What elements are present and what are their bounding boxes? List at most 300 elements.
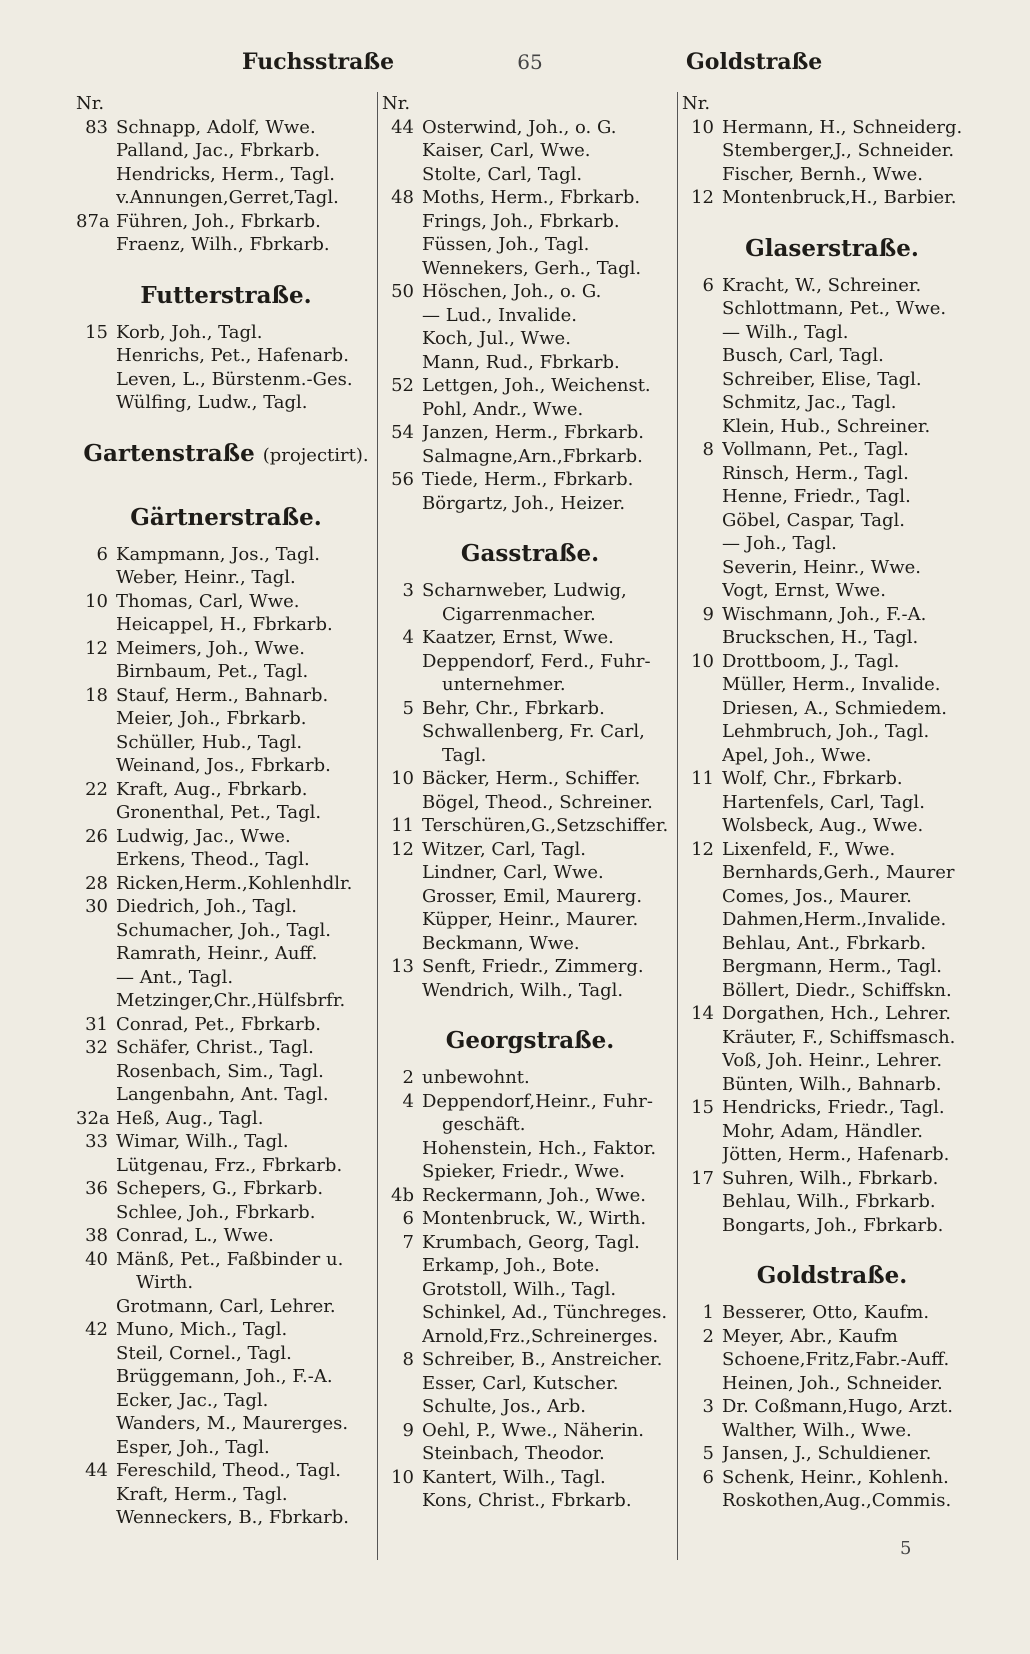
resident-text: Oehl, P., Wwe., Näherin. [422,1419,644,1441]
house-number [682,556,722,580]
resident-text: Wennekers, Gerh., Tagl. [422,257,642,279]
resident-entry [682,1026,982,1050]
house-number [682,908,722,932]
resident-text: Schumacher, Joh., Tagl. [116,919,331,941]
street-heading [76,257,376,321]
house-number [76,966,116,990]
resident-text: Böllert, Diedr., Schiffskn. [722,979,952,1001]
resident-text: Lixenfeld, F., Wwe. [722,838,896,860]
resident-text: Brüggemann, Joh., F.-A. [116,1366,333,1387]
resident-entry [76,543,376,567]
resident-entry [76,660,376,684]
house-number: 6 [702,274,714,296]
resident-entry [682,650,982,674]
house-number [382,1325,422,1349]
resident-entry [682,274,982,298]
resident-entry [682,485,982,509]
house-number [76,848,116,872]
resident-entry [76,1224,376,1248]
resident-entry [682,1466,982,1490]
house-number: 9 [402,1419,414,1441]
column-3 [682,92,982,1513]
resident-text: Palland, Jac., Fbrkarb. [116,140,321,161]
house-number: 30 [85,896,108,917]
house-number [76,1483,116,1507]
number-column-label: Nr. [76,93,105,114]
resident-text: Klein, Hub., Schreiner. [722,415,931,437]
house-number: 48 [391,187,414,208]
resident-entry [76,801,376,825]
resident-entry [382,1113,678,1137]
resident-entry [382,908,678,932]
resident-entry [682,1190,982,1214]
resident-entry [382,1395,678,1419]
resident-text: Koch, Jul., Wwe. [422,328,571,349]
resident-entry [682,791,982,815]
resident-entry [382,1278,678,1302]
resident-entry [76,895,376,919]
resident-entry [682,186,982,210]
resident-entry [382,1184,678,1208]
street-heading [682,1237,982,1301]
resident-text: Hermann, H., Schneiderg. [722,116,963,138]
resident-text: Weinand, Jos., Fbrkarb. [116,755,331,776]
resident-text: Spieker, Friedr., Wwe. [422,1161,625,1182]
house-number: 6 [96,543,108,565]
resident-text: Osterwind, Joh., o. G. [422,116,617,138]
resident-text: Heß, Aug., Tagl. [116,1107,264,1129]
resident-text: Mohr, Adam, Händler. [722,1120,923,1142]
resident-entry [682,438,982,462]
resident-entry [382,1348,678,1372]
resident-text: Schlottmann, Pet., Wwe. [722,298,947,319]
resident-text: Besserer, Otto, Kaufm. [722,1302,930,1323]
resident-text: Jansen, J., Schuldiener. [722,1443,932,1464]
resident-entry [76,1295,376,1319]
house-number [76,1083,116,1107]
house-number [382,1489,422,1513]
resident-text: Stolte, Carl, Tagl. [422,163,583,185]
house-number: 13 [391,956,414,977]
house-number: 54 [391,422,414,443]
street-heading [76,479,376,543]
resident-entry [76,613,376,637]
resident-text: Schepers, G., Fbrkarb. [116,1178,324,1199]
house-number: 32 [85,1037,108,1058]
resident-entry [382,979,678,1003]
resident-text: Diedrich, Joh., Tagl. [116,896,297,917]
house-number [76,233,116,257]
resident-entry [76,321,376,345]
resident-text: Schinkel, Ad., Tünchreges. [422,1302,668,1323]
resident-entry [382,351,678,375]
house-number [382,1395,422,1419]
house-number [76,731,116,755]
house-number [76,919,116,943]
resident-text: Höschen, Joh., o. G. [422,281,602,302]
resident-text: Erkamp, Joh., Bote. [422,1255,600,1276]
resident-entry [682,861,982,885]
resident-text: Steil, Cornel., Tagl. [116,1342,292,1364]
resident-entry [76,637,376,661]
resident-entry [382,1090,678,1114]
resident-text: Lindner, Carl, Wwe. [422,862,604,883]
header-right-street: Goldstraße [686,49,823,75]
house-number [682,697,722,721]
house-number: 15 [691,1097,714,1118]
resident-text: v.Annungen,Gerret,Tagl. [116,187,339,208]
house-number [382,1278,422,1302]
resident-text: Börgartz, Joh., Heizer. [422,492,626,514]
resident-entry [382,186,678,210]
column-2 [382,92,678,1513]
house-number [682,861,722,885]
house-number [682,344,722,368]
house-number: 3 [402,580,414,601]
resident-text: Hendricks, Herm., Tagl. [116,163,336,185]
resident-text: Schlee, Joh., Fbrkarb. [116,1201,316,1223]
house-number: 8 [702,439,714,460]
resident-entry [682,1120,982,1144]
signature-mark: 5 [900,1538,912,1559]
resident-entry [76,1318,376,1342]
resident-entry [382,720,678,744]
house-number: 4 [402,627,414,648]
resident-entry [682,1301,982,1325]
resident-entry [682,579,982,603]
column-divider [377,92,378,1560]
house-number [682,885,722,909]
resident-text: Frings, Joh., Fbrkarb. [422,210,620,232]
resident-text: Esser, Carl, Kutscher. [422,1372,619,1394]
resident-text: Wanders, M., Maurerges. [116,1413,349,1434]
resident-entry [682,955,982,979]
house-number [682,1348,722,1372]
resident-entry [76,707,376,731]
resident-entry [76,210,376,234]
resident-entry [682,415,982,439]
resident-text: Wimar, Wilh., Tagl. [116,1131,289,1152]
house-number [382,1372,422,1396]
house-number [382,398,422,422]
resident-entry [682,1096,982,1120]
resident-entry [76,731,376,755]
resident-entry [76,989,376,1013]
resident-text: Steinbach, Theodor. [422,1443,605,1464]
resident-entry [682,509,982,533]
resident-text: Meier, Joh., Fbrkarb. [116,708,307,729]
house-number: 18 [85,684,108,706]
resident-text: Witzer, Carl, Tagl. [422,838,587,860]
number-column-label: Nr. [682,93,711,114]
house-number [382,1442,422,1466]
house-number: 8 [402,1349,414,1370]
resident-entry [382,814,678,838]
house-number [682,1026,722,1050]
resident-text: Heinen, Joh., Schneider. [722,1372,943,1394]
resident-text: Deppendorf, Ferd., Fuhr- [422,650,651,672]
house-number [76,1060,116,1084]
house-number [682,1143,722,1167]
street-heading [682,210,982,274]
street-name: Georgstraße. [445,1027,615,1054]
resident-text: Deppendorf,Heinr., Fuhr- [422,1090,653,1112]
resident-text: Meimers, Joh., Wwe. [116,637,305,659]
street-name: Gärtnerstraße. [130,503,322,531]
house-number [382,445,422,469]
resident-text: Busch, Carl, Tagl. [722,345,884,366]
resident-text: Behlau, Ant., Fbrkarb. [722,932,927,954]
resident-entry [682,1348,982,1372]
resident-entry [382,1419,678,1443]
resident-text: Fereschild, Theod., Tagl. [116,1460,341,1481]
resident-text: Esper, Joh., Tagl. [116,1436,270,1458]
resident-text: Senft, Friedr., Zimmerg. [422,956,644,977]
resident-text: Conrad, Pet., Fbrkarb. [116,1013,321,1035]
house-number [382,257,422,281]
house-number [76,1342,116,1366]
house-number [76,1365,116,1389]
resident-entry [76,1271,376,1295]
resident-entry [382,257,678,281]
resident-text: Henrichs, Pet., Hafenarb. [116,345,349,366]
house-number [682,1073,722,1097]
house-number: 7 [402,1231,414,1253]
resident-entry [682,1049,982,1073]
resident-entry [76,919,376,943]
resident-text: Henne, Friedr., Tagl. [722,486,911,507]
resident-text: Kaiser, Carl, Wwe. [422,140,591,161]
house-number: 33 [85,1131,108,1152]
house-number [382,1254,422,1278]
resident-entry [76,872,376,896]
house-number [382,233,422,257]
resident-text: — Wilh., Tagl. [722,321,849,343]
house-number [682,509,722,533]
resident-entry [76,566,376,590]
resident-text: Schreiber, Elise, Tagl. [722,368,922,390]
resident-text: Rinsch, Herm., Tagl. [722,462,909,484]
street-heading [382,515,678,579]
resident-text: Voß, Joh. Heinr., Lehrer. [722,1050,943,1071]
resident-entry [682,720,982,744]
resident-entry [382,673,678,697]
resident-entry [382,492,678,516]
house-number: 12 [391,838,414,860]
resident-entry [382,398,678,422]
resident-text: Führen, Joh., Fbrkarb. [116,210,321,232]
resident-text: Cigarrenmacher. [442,603,596,625]
resident-entry [382,603,678,627]
resident-entry [76,754,376,778]
resident-entry [382,697,678,721]
house-number: 9 [702,603,714,625]
resident-text: Bünten, Wilh., Bahnarb. [722,1073,942,1095]
resident-text: Wischmann, Joh., F.-A. [722,603,927,625]
house-number [76,368,116,392]
resident-text: Mänß, Pet., Faßbinder u. [116,1248,344,1270]
resident-text: Schüller, Hub., Tagl. [116,731,303,753]
resident-text: Beckmann, Wwe. [422,932,580,954]
house-number [382,908,422,932]
house-number [382,163,422,187]
resident-text: Janzen, Herm., Fbrkarb. [422,422,645,443]
resident-entry [382,1160,678,1184]
resident-text: Heicappel, H., Fbrkarb. [116,614,333,635]
house-number [682,1120,722,1144]
resident-entry [76,1436,376,1460]
house-number: 10 [691,650,714,672]
resident-text: Reckermann, Joh., Wwe. [422,1184,646,1206]
resident-entry [76,1107,376,1131]
resident-text: Lütgenau, Frz., Fbrkarb. [116,1154,343,1176]
resident-text: Wirth. [136,1272,194,1293]
resident-text: Hendricks, Friedr., Tagl. [722,1097,945,1118]
resident-entry [682,344,982,368]
house-number [76,139,116,163]
resident-entry [682,1325,982,1349]
resident-entry [382,767,678,791]
house-number [76,566,116,590]
street-heading [382,1002,678,1066]
resident-text: Montenbruck, W., Wirth. [422,1208,647,1229]
resident-entry [382,744,678,768]
resident-text: Moths, Herm., Fbrkarb. [422,187,641,208]
house-number [682,1214,722,1238]
house-number [682,579,722,603]
resident-entry [382,1254,678,1278]
resident-entry [682,1073,982,1097]
resident-text: Kampmann, Jos., Tagl. [116,543,320,565]
house-number [682,673,722,697]
house-number: 2 [702,1325,714,1347]
house-number [682,462,722,486]
resident-text: Behlau, Wilh., Fbrkarb. [722,1191,936,1212]
resident-entry [382,421,678,445]
house-number [382,650,422,674]
house-number [682,391,722,415]
resident-text: Driesen, A., Schmiedem. [722,697,947,719]
resident-entry [382,1466,678,1490]
house-number [76,391,116,415]
resident-text: Ludwig, Jac., Wwe. [116,825,291,847]
resident-text: Schäfer, Christ., Tagl. [116,1037,314,1058]
resident-text: Jötten, Herm., Hafenarb. [722,1144,950,1165]
house-number: 10 [85,590,108,612]
resident-text: — Lud., Invalide. [422,304,577,326]
house-number [76,1295,116,1319]
resident-entry [382,163,678,187]
resident-text: unternehmer. [442,674,566,695]
resident-entry [682,139,982,163]
house-number: 4 [402,1090,414,1112]
resident-entry [682,838,982,862]
resident-entry [382,861,678,885]
resident-entry [682,163,982,187]
street-note: (projectirt). [262,444,369,466]
resident-entry [76,1365,376,1389]
house-number: 11 [691,768,714,789]
house-number: 1 [702,1302,714,1323]
resident-text: Bruckschen, H., Tagl. [722,627,919,648]
resident-text: Bernhards,Gerh., Maurer [722,862,955,883]
resident-entry [682,603,982,627]
resident-text: Kaatzer, Ernst, Wwe. [422,627,614,648]
resident-text: Grotmann, Carl, Lehrer. [116,1295,336,1317]
house-number [76,186,116,210]
resident-entry [682,1489,982,1513]
resident-text: Kons, Christ., Fbrkarb. [422,1490,632,1511]
resident-entry [76,1013,376,1037]
resident-entry [682,116,982,140]
resident-text: Göbel, Caspar, Tagl. [722,509,905,531]
house-number [382,1160,422,1184]
resident-text: Drottboom, J., Tagl. [722,650,900,672]
house-number: 44 [391,116,414,138]
resident-text: Rosenbach, Sim., Tagl. [116,1060,324,1082]
house-number [382,861,422,885]
house-number: 12 [691,838,714,860]
house-number [382,603,422,627]
resident-text: Lettgen, Joh., Weichenst. [422,375,651,396]
resident-entry [76,368,376,392]
resident-entry [382,233,678,257]
resident-entry [76,1036,376,1060]
resident-text: Schwallenberg, Fr. Carl, [422,721,645,742]
house-number [682,979,722,1003]
house-number [682,1419,722,1443]
house-number: 22 [85,778,108,800]
house-number: 6 [702,1466,714,1488]
resident-text: Ricken,Herm.,Kohlenhdlr. [116,872,353,894]
house-number: 28 [85,872,108,894]
resident-text: Bögel, Theod., Schreiner. [422,791,653,813]
resident-text: Küpper, Heinr., Maurer. [422,909,639,930]
house-number [76,1271,116,1295]
house-number [682,814,722,838]
resident-text: Tiede, Herm., Fbrkarb. [422,469,634,490]
resident-text: Wendrich, Wilh., Tagl. [422,979,624,1001]
resident-entry [382,932,678,956]
resident-text: Bongarts, Joh., Fbrkarb. [722,1214,944,1236]
resident-entry [382,1372,678,1396]
resident-entry [76,344,376,368]
resident-text: Birnbaum, Pet., Tagl. [116,661,309,682]
resident-text: Schreiber, B., Anstreicher. [422,1349,663,1370]
resident-text: Langenbahn, Ant. Tagl. [116,1084,329,1105]
resident-entry [382,304,678,328]
house-number [382,1301,422,1325]
resident-text: Hartenfels, Carl, Tagl. [722,791,925,813]
house-number [76,1201,116,1225]
resident-text: Mann, Rud., Fbrkarb. [422,351,620,373]
house-number [382,327,422,351]
resident-entry [382,791,678,815]
house-number [682,1489,722,1513]
house-number: 12 [691,187,714,208]
resident-entry [76,1412,376,1436]
resident-entry [682,556,982,580]
resident-entry [76,684,376,708]
house-number: 32a [76,1107,110,1129]
house-number: 87a [76,210,110,232]
resident-text: Severin, Heinr., Wwe. [722,556,921,578]
resident-text: Wülfing, Ludw., Tagl. [116,392,308,413]
house-number [382,1137,422,1161]
resident-entry [382,650,678,674]
house-number [682,297,722,321]
resident-text: geschäft. [442,1114,526,1135]
